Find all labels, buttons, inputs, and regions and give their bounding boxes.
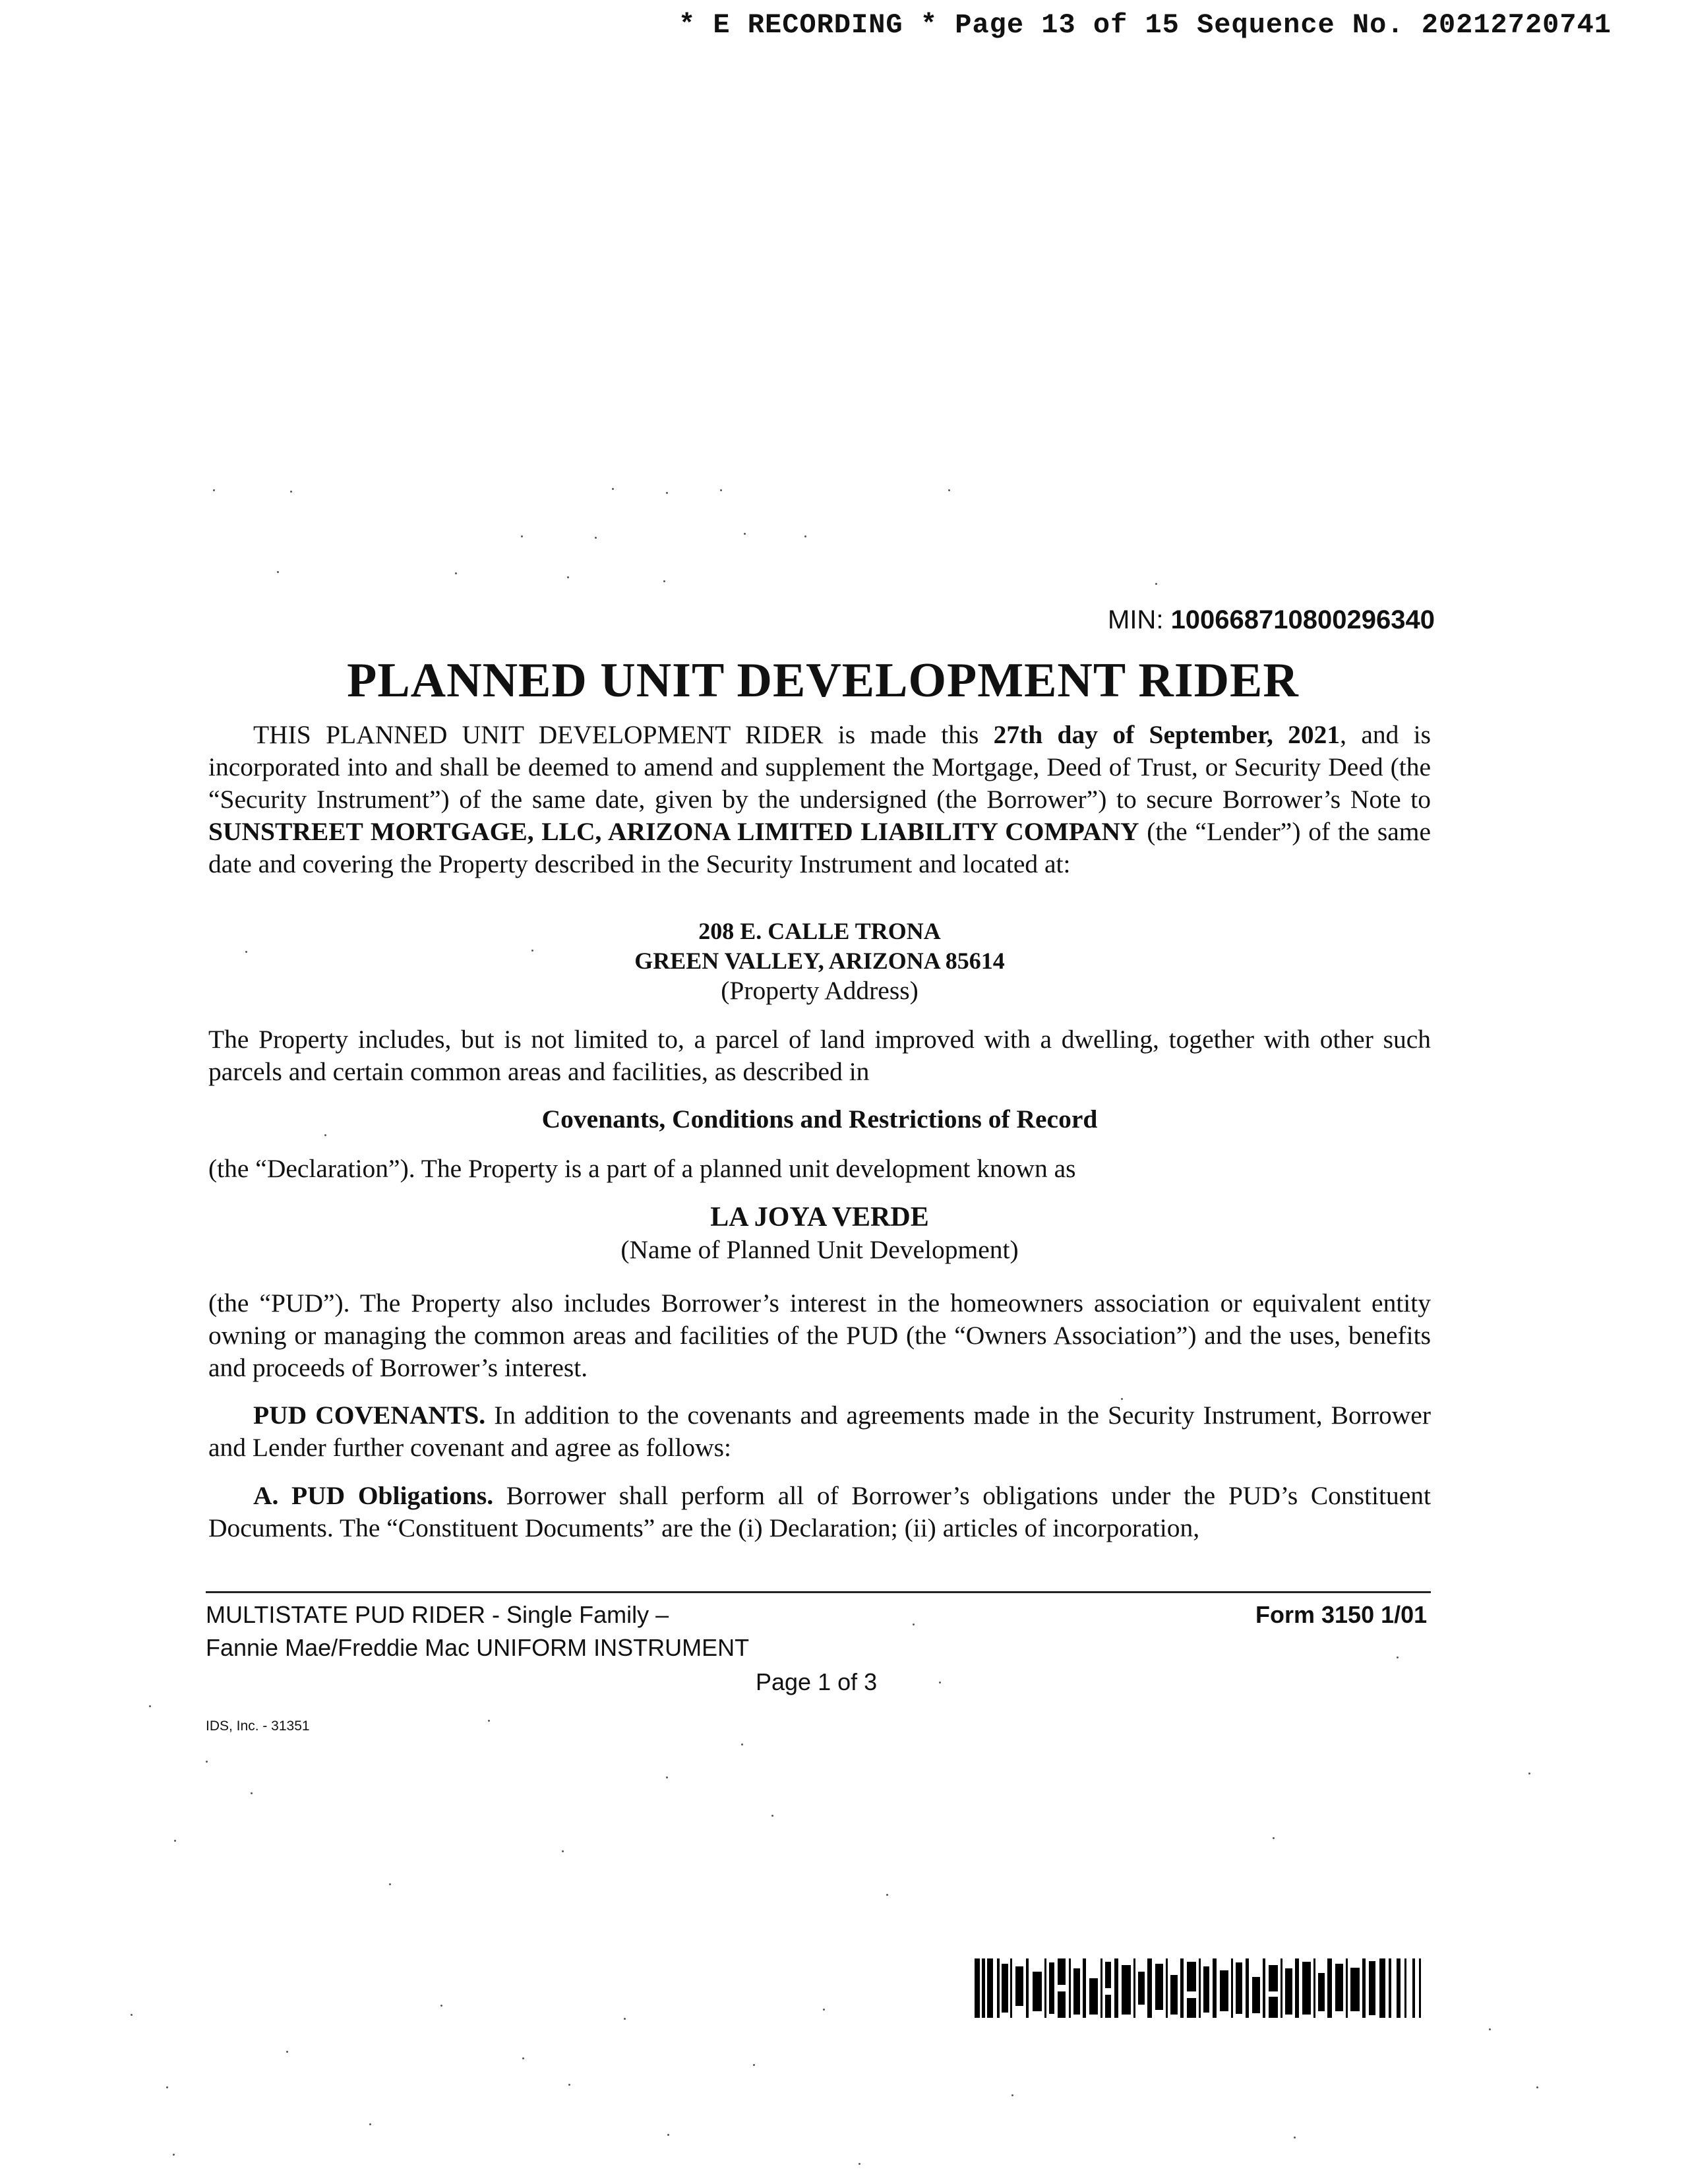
includes-text: The Property includes, but is not limited to, a parcel of land improved with a dwelling, together with other such parcels and certain common areas and facilities, as described in: [208, 1025, 1431, 1086]
min-label: MIN:: [1108, 605, 1164, 634]
covenants-heading: PUD COVENANTS.: [253, 1401, 486, 1430]
min-number: [1108, 605, 1435, 635]
intro-text-3: (the “Lender”) of the same date and covering the Property described in the Security Instrument and located at:: [208, 817, 1431, 878]
pud-paragraph: [208, 1287, 1431, 1384]
intro-paragraph: [208, 719, 1431, 880]
form-number: Form 3150 1/01: [1255, 1601, 1428, 1628]
property-address-caption: (Property Address): [721, 976, 919, 1005]
ids-form-code: IDS, Inc. - 31351: [206, 1718, 310, 1734]
declaration-name: Covenants, Conditions and Restrictions of Record: [541, 1105, 1098, 1134]
form-title-line: [206, 1601, 669, 1629]
rider-date: 27th day of September, 2021: [993, 720, 1341, 749]
barcode-image: [975, 1958, 1423, 2018]
pud-name-block: [208, 1201, 1431, 1266]
lender-name: SUNSTREET MORTGAGE, LLC, ARIZONA LIMITED LIABILITY COMPANY: [208, 817, 1139, 846]
declaration-paragraph: (the “Declaration”). The Property is a part of a planned unit development known as: [208, 1154, 1076, 1183]
property-address-block: [208, 917, 1431, 1006]
form-title: MULTISTATE PUD RIDER: [206, 1601, 486, 1628]
footer-divider: [206, 1591, 1431, 1593]
recording-header: * E RECORDING * Page 13 of 15 Sequence No. 20212720741: [678, 9, 1612, 41]
obligations-paragraph: [208, 1480, 1431, 1544]
pud-text: (the “PUD”). The Property also includes Borrower’s interest in the homeowners association or equivalent entity owning or managing the common areas and facilities of the PUD (the “Owners Association”) and the uses, benefits and proceeds of Borrower’s interest.: [208, 1289, 1431, 1382]
min-value: 100668710800296340: [1170, 605, 1435, 634]
obligations-text: Borrower shall perform all of Borrower’s obligations under the PUD’s Constituent Documents. The “Constituent Documents” are the (i) Declaration; (ii) articles of incorporation,: [208, 1481, 1431, 1542]
property-street: 208 E. CALLE TRONA: [698, 918, 941, 944]
covenants-paragraph: [208, 1399, 1431, 1464]
covenants-text: In addition to the covenants and agreements made in the Security Instrument, Borrower and Lender further covenant and agree as follows:: [208, 1401, 1431, 1462]
property-city: GREEN VALLEY, ARIZONA 85614: [634, 948, 1005, 974]
intro-text-1: THIS PLANNED UNIT DEVELOPMENT RIDER is made this: [253, 720, 994, 749]
document-title: PLANNED UNIT DEVELOPMENT RIDER: [347, 653, 1299, 708]
page-number: Page 1 of 3: [756, 1668, 878, 1695]
includes-paragraph: [208, 1023, 1431, 1088]
form-subtitle: - Single Family –: [485, 1601, 669, 1628]
pud-name: LA JOYA VERDE: [710, 1202, 929, 1232]
pud-name-caption: (Name of Planned Unit Development): [620, 1235, 1019, 1264]
intro-text-2: , and is incorporated into and shall be deemed to amend and supplement the Mortgage, Deed of Trust, or Security Deed (the “Security Instrument”) of the same date, given by the undersigned (the Borrower”) to secure Borrower’s Note to: [208, 720, 1431, 814]
form-uniform-line: Fannie Mae/Freddie Mac UNIFORM INSTRUMENT: [206, 1634, 750, 1661]
obligations-heading: A. PUD Obligations.: [253, 1481, 494, 1510]
